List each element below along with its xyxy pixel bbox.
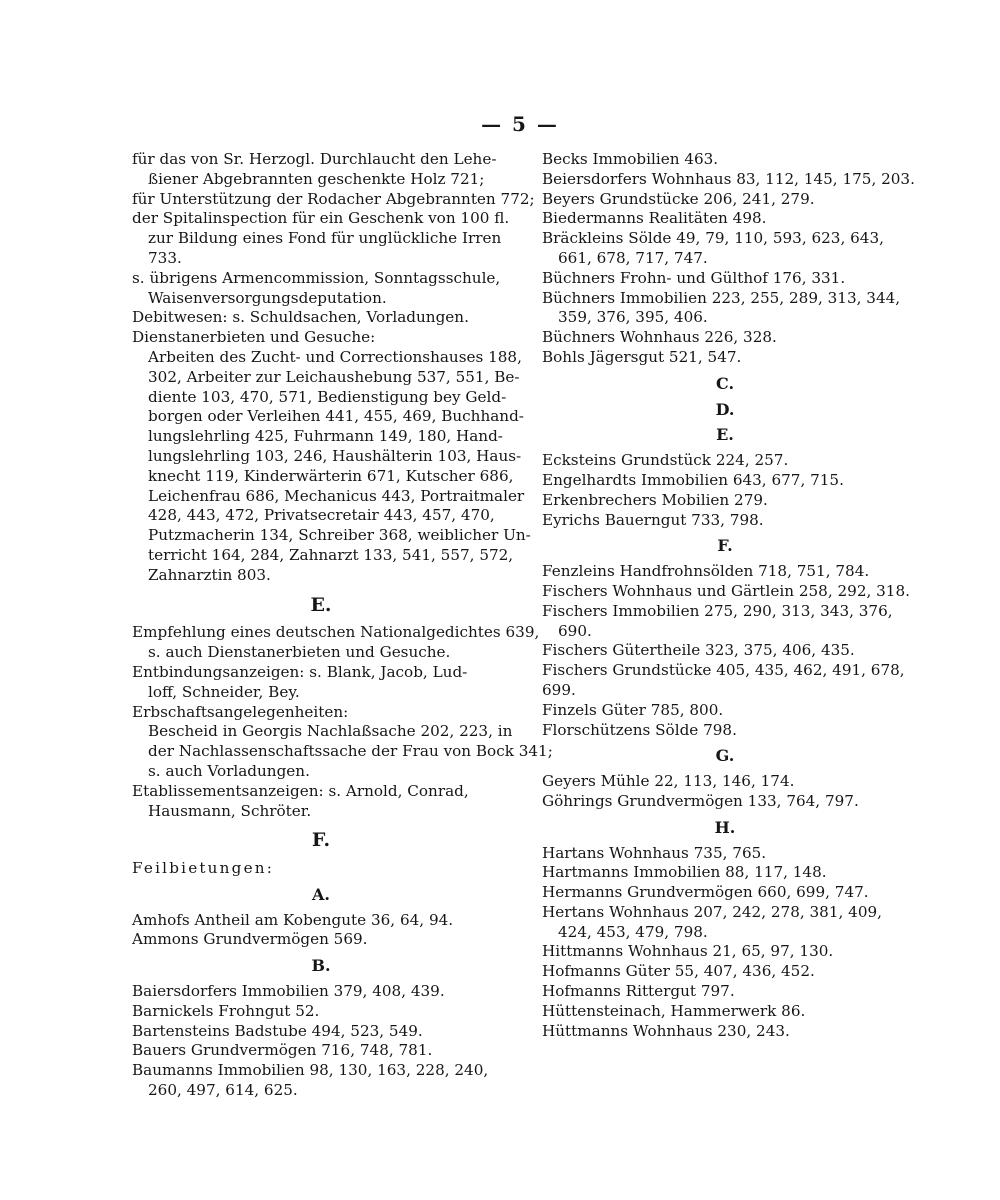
left-index-line: borgen oder Verleihen 441, 455, 469, Buchhand- (148, 407, 524, 426)
right-index-line: Hittmanns Wohnhaus 21, 65, 97, 130. (542, 942, 834, 961)
right-index-line: Geyers Mühle 22, 113, 146, 174. (542, 772, 795, 791)
right-index-line: Hartmanns Immobilien 88, 117, 148. (542, 863, 827, 882)
right-index-line: Beyers Grundstücke 206, 241, 279. (542, 189, 815, 208)
left-index-line: ßiener Abgebrannten geschenkte Holz 721; (148, 169, 485, 188)
right-index-line: Hofmanns Güter 55, 407, 436, 452. (542, 962, 815, 981)
left-index-line: 428, 443, 472, Privatsecretair 443, 457, 470, (148, 506, 495, 525)
right-section-heading: E. (716, 425, 734, 445)
right-index-line: Hofmanns Rittergut 797. (542, 982, 735, 1001)
left-index-line: Empfehlung eines deutschen Nationalgedichtes 639, (132, 623, 540, 642)
left-index-line: s. auch Vorladungen. (148, 761, 310, 780)
left-index-line: Zahnarztin 803. (148, 565, 271, 584)
left-index-line: diente 103, 470, 571, Bedienstigung bey Geld- (148, 387, 507, 406)
left-index-line: lungslehrling 103, 246, Haushälterin 103, Haus- (148, 446, 522, 465)
right-index-line: Florschützens Sölde 798. (542, 720, 737, 739)
right-index-line: Hüttmanns Wohnhaus 230, 243. (542, 1021, 790, 1040)
right-index-line: Fischers Grundstücke 405, 435, 462, 491, 678, (542, 661, 905, 680)
left-index-line: s. auch Dienstanerbieten und Gesuche. (148, 643, 451, 662)
right-column (542, 150, 915, 1041)
right-index-line: Ecksteins Grundstück 224, 257. (542, 451, 789, 470)
right-section-heading: H. (714, 817, 736, 837)
left-index-line: knecht 119, Kinderwärterin 671, Kutscher 686, (148, 466, 514, 485)
left-index-line: Erbschaftsangelegenheiten: (132, 702, 349, 721)
left-index-line: Leichenfrau 686, Mechanicus 443, Portraitmaler (148, 486, 525, 505)
right-index-line: Hertans Wohnhaus 207, 242, 278, 381, 409, (542, 902, 882, 921)
right-section-heading: G. (715, 746, 735, 766)
right-index-line: Büchners Frohn- und Gülthof 176, 331. (542, 268, 846, 287)
right-section-heading: C. (715, 373, 735, 393)
right-index-line: 661, 678, 717, 747. (558, 248, 708, 267)
right-index-line: Biedermanns Realitäten 498. (542, 209, 767, 228)
left-index-line: Bartensteins Badstube 494, 523, 549. (132, 1021, 423, 1040)
left-index-line: 302, Arbeiter zur Leichaushebung 537, 551, Be- (148, 367, 520, 386)
left-index-line: für Unterstützung der Rodacher Abgebrannten 772; (132, 189, 535, 208)
right-index-line: 424, 453, 479, 798. (558, 922, 708, 941)
right-index-line: Hüttensteinach, Hammerwerk 86. (542, 1001, 806, 1020)
left-index-line: Debitwesen: s. Schuldsachen, Vorladungen. (132, 308, 469, 327)
right-section-heading: D. (715, 399, 735, 419)
left-section-heading: E. (310, 593, 332, 616)
right-index-line: Engelhardts Immobilien 643, 677, 715. (542, 470, 844, 489)
right-index-line: Bohls Jägersgut 521, 547. (542, 347, 742, 366)
right-index-line: 690. (558, 621, 592, 640)
right-index-line: Hartans Wohnhaus 735, 765. (542, 843, 767, 862)
left-index-line: Bauers Grundvermögen 716, 748, 781. (132, 1041, 433, 1060)
left-index-line: Entbindungsanzeigen: s. Blank, Jacob, Lud- (132, 662, 468, 681)
right-index-line: Eyrichs Bauerngut 733, 798. (542, 510, 764, 529)
right-section-heading: F. (717, 536, 733, 556)
left-index-line: zur Bildung eines Fond für unglückliche Irren (148, 229, 502, 248)
right-index-line: 359, 376, 395, 406. (558, 308, 708, 327)
right-index-line: Göhrings Grundvermögen 133, 764, 797. (542, 791, 859, 810)
left-index-line: s. übrigens Armencommission, Sonntagsschule, (132, 268, 501, 287)
left-index-line: Ammons Grundvermögen 569. (132, 930, 368, 949)
left-index-line: Feilbietungen: (132, 859, 275, 878)
left-index-line: Putzmacherin 134, Schreiber 368, weiblicher Un- (148, 526, 531, 545)
right-index-line: Erkenbrechers Mobilien 279. (542, 490, 768, 509)
right-index-line: Büchners Wohnhaus 226, 328. (542, 328, 777, 347)
right-index-line: Fenzleins Handfrohnsölden 718, 751, 784. (542, 562, 870, 581)
left-index-line: der Spitalinspection für ein Geschenk von 100 fl. (132, 209, 510, 228)
left-index-line: terricht 164, 284, Zahnarzt 133, 541, 557, 572, (148, 545, 514, 564)
left-index-line: der Nachlassenschaftssache der Frau von Bock 341; (148, 742, 553, 761)
left-index-line: Amhofs Antheil am Kobengute 36, 64, 94. (132, 910, 454, 929)
right-index-line: Fischers Immobilien 275, 290, 313, 343, 376, (542, 601, 893, 620)
left-index-line: lungslehrling 425, Fuhrmann 149, 180, Hand- (148, 427, 503, 446)
left-index-line: Baiersdorfers Immobilien 379, 408, 439. (132, 982, 445, 1001)
left-index-line: 260, 497, 614, 625. (148, 1081, 298, 1100)
right-index-line: Hermanns Grundvermögen 660, 699, 747. (542, 883, 869, 902)
left-index-line: Baumanns Immobilien 98, 130, 163, 228, 240, (132, 1061, 489, 1080)
left-index-line: Hausmann, Schröter. (148, 801, 312, 820)
right-index-line: Bräckleins Sölde 49, 79, 110, 593, 623, 643, (542, 229, 884, 248)
left-index-line: für das von Sr. Herzogl. Durchlaucht den Lehe- (132, 150, 497, 168)
left-index-line: loff, Schneider, Bey. (148, 682, 300, 701)
left-column (132, 150, 553, 1101)
left-index-line: Bescheid in Georgis Nachlaßsache 202, 223, in (148, 722, 513, 741)
left-section-heading: A. (312, 884, 330, 904)
right-index-line: 699. (542, 680, 576, 699)
left-index-line: 733. (148, 248, 182, 267)
left-index-line: Barnickels Frohngut 52. (132, 1001, 320, 1020)
left-index-line: Arbeiten des Zucht- und Correctionshauses 188, (148, 347, 522, 366)
left-index-line: Etablissementsanzeigen: s. Arnold, Conrad, (132, 781, 469, 800)
right-index-line: Finzels Güter 785, 800. (542, 700, 724, 719)
right-index-line: Fischers Wohnhaus und Gärtlein 258, 292, 318. (542, 581, 910, 600)
left-section-heading: B. (311, 956, 331, 976)
left-index-line: Waisenversorgungsdeputation. (148, 288, 387, 307)
page-number: — 5 — (481, 112, 559, 136)
right-index-line: Becks Immobilien 463. (542, 150, 719, 168)
right-index-line: Beiersdorfers Wohnhaus 83, 112, 145, 175, 203. (542, 169, 915, 188)
left-section-heading: F. (311, 829, 331, 852)
right-index-line: Büchners Immobilien 223, 255, 289, 313, 344, (542, 288, 901, 307)
right-index-line: Fischers Gütertheile 323, 375, 406, 435. (542, 641, 855, 660)
left-index-line: Dienstanerbieten und Gesuche: (132, 328, 376, 347)
